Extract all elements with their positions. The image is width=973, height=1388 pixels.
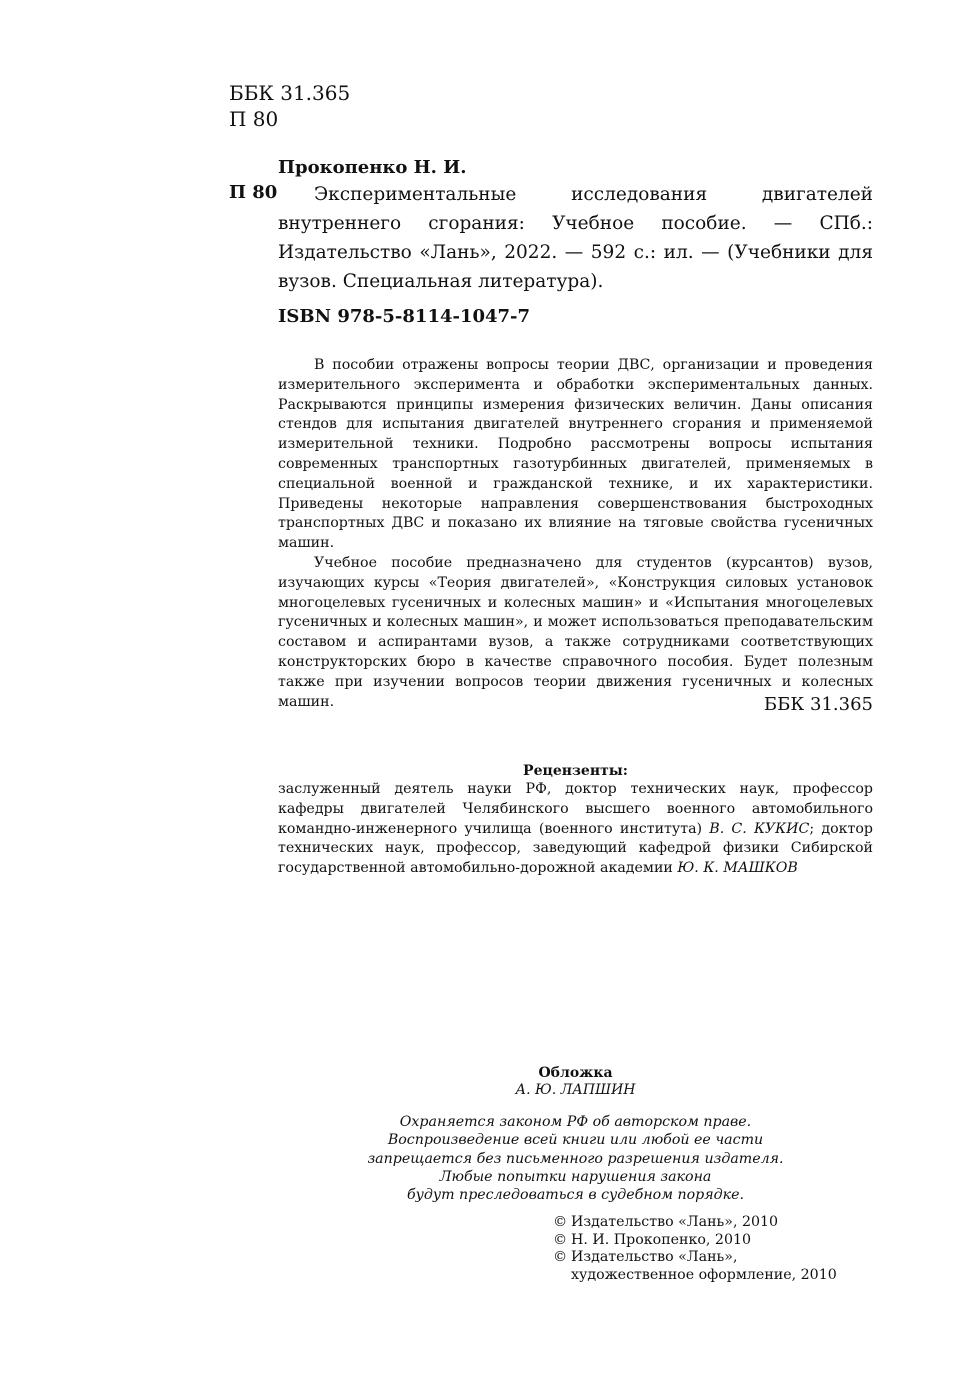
author-mark: П 80: [229, 107, 279, 131]
copyright-notice-line: Охраняется законом РФ об авторском праве.: [399, 1114, 752, 1130]
annotation-paragraph: Учебное пособие предназначено для студентов (курсантов) вузов, изучающих курсы «Теория двигателей», «Конструкция силовых установок многоцелевых гусеничных и колесных машин» и «Испытания многоцелевых гусеничных и колесных машин», и может использоваться преподавательским составом и аспирантами вузов, а также сотрудниками соответствующих конструкторских бюро в качестве справочного пособия. Будет полезным также при изучении вопросов теории движения гусеничных и колесных машин.: [278, 554, 873, 710]
copyright-icon: ©: [553, 1231, 568, 1248]
copyright-line: художественное оформление, 2010: [571, 1266, 837, 1283]
bbk-code: ББК 31.365: [229, 81, 351, 105]
copyright-line: © Н. И. Прокопенко, 2010: [553, 1231, 752, 1248]
bbk-code-right: ББК 31.365: [763, 694, 873, 715]
copyright-line: © Издательство «Лань»,: [553, 1249, 738, 1266]
bibliographic-description: Экспериментальные исследования двигателей внутреннего сгорания: Учебное пособие. — СПб.: Издательство «Лань», 2022. — 592 с.: ил. — (Учебники для вузов. Специальная литература).: [278, 184, 873, 292]
copyright-notice: [278, 1113, 873, 1204]
copyright-icon: ©: [553, 1249, 568, 1266]
reviewers-text: [278, 780, 873, 879]
copyright-icon: ©: [553, 1214, 568, 1230]
reviewer-2-name: Ю. К. МАШКОВ: [677, 860, 798, 877]
isbn: ISBN 978-5-8114-1047-7: [278, 306, 531, 327]
cover-title: Обложка: [538, 1065, 613, 1081]
copyright-list: [553, 1214, 837, 1284]
copyright-notice-line: запрещается без письменного разрешения издателя.: [367, 1150, 784, 1167]
reviewer-2-description: ; доктор технических наук, профессор, заведующий кафедрой физики Сибирской государственной автомобильно-дорожной академии: [278, 820, 873, 877]
reviewer-1-name: В. С. КУКИС: [709, 820, 810, 837]
copyright-line: © Издательство «Лань», 2010: [553, 1214, 779, 1230]
cover-designer: А. Ю. ЛАПШИН: [515, 1082, 636, 1098]
reviewer-1-description: заслуженный деятель науки РФ, доктор технических наук, профессор кафедры двигателей Челябинского высшего военного автомобильного командно-инженерного училища (военного института): [278, 781, 873, 837]
author-mark-code: П 80: [229, 182, 278, 203]
bbk-header: [229, 80, 350, 132]
copyright-notice-line: будут преследоваться в судебном порядке.: [406, 1187, 744, 1204]
annotation-paragraph: В пособии отражены вопросы теории ДВС, организации и проведения измерительного эксперимента и обработки экспериментальных данных. Раскрываются принципы измерения физических величин. Даны описания стендов для испытания двигателей внутреннего сгорания и применяемой измерительной техники. Подробно рассмотрены вопросы испытания современных транспортных газотурбинных двигателей, применяемых в специальной военной и гражданской технике, и их характеристики. Приведены некоторые направления совершенствования быстроходных транспортных ДВС и показано их влияние на тяговые свойства гусеничных машин.: [278, 357, 873, 552]
copyright-notice-line: Воспроизведение всей книги или любой ее части: [387, 1132, 764, 1149]
reviewers-title: Рецензенты:: [523, 763, 628, 779]
author-name: Прокопенко Н. И.: [278, 157, 467, 178]
copyright-notice-line: Любые попытки нарушения закона: [439, 1168, 712, 1185]
annotation: [278, 356, 873, 712]
